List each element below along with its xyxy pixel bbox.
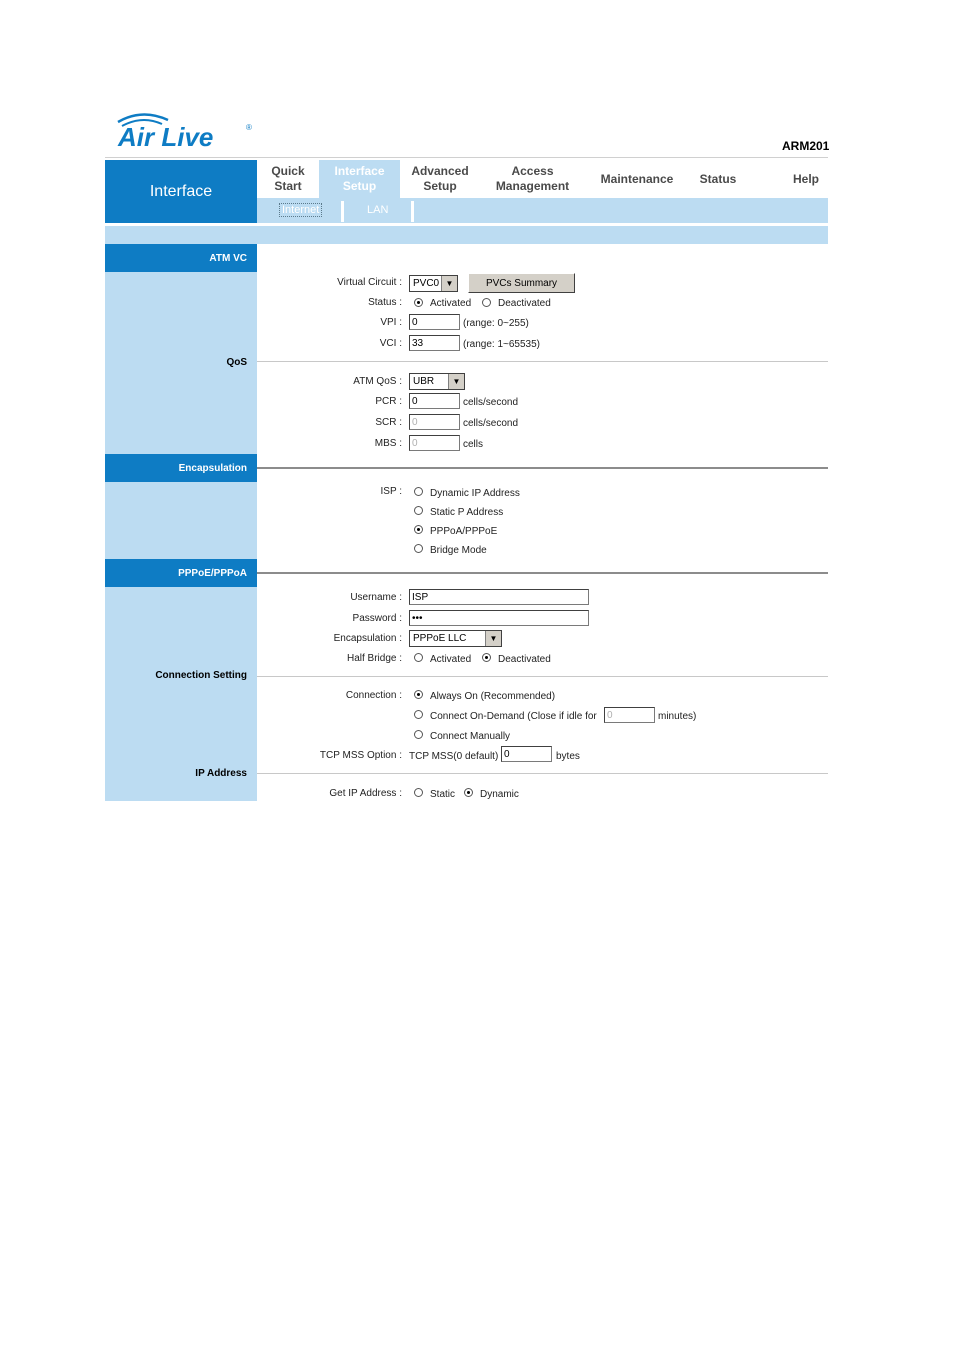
chevron-down-icon: ▼	[485, 631, 501, 646]
vpi-label: VPI :	[380, 317, 402, 328]
pvcs-summary-button[interactable]: PVCs Summary	[468, 273, 575, 293]
password-input[interactable]	[409, 610, 589, 626]
chevron-down-icon: ▼	[448, 374, 464, 389]
vpi-input[interactable]	[409, 314, 460, 330]
scr-input[interactable]	[409, 414, 460, 430]
section-pppoe: PPPoE/PPPoA	[105, 559, 257, 587]
isp-bridge-radio[interactable]	[414, 544, 423, 553]
always-on-label: Always On (Recommended)	[430, 691, 556, 702]
airlive-logo	[112, 108, 262, 152]
nav-quick-start[interactable]: Quick Start	[271, 164, 305, 193]
divider	[257, 773, 828, 774]
isp-static-radio[interactable]	[414, 506, 423, 515]
encapsulation-label: Encapsulation :	[333, 633, 402, 644]
status-deactivated-radio[interactable]	[482, 298, 491, 307]
tcp-mss-label: TCP MSS Option :	[319, 750, 402, 761]
pcr-input[interactable]	[409, 393, 460, 409]
on-demand-label: Connect On-Demand (Close if idle for	[430, 711, 597, 722]
subtab-lan[interactable]: LAN	[367, 204, 389, 216]
tcp-mss-text: TCP MSS(0 default)	[409, 751, 499, 762]
section-ip-address: IP Address	[195, 768, 247, 779]
divider	[257, 361, 828, 362]
on-demand-radio[interactable]	[414, 710, 423, 719]
virtual-circuit-label: Virtual Circuit :	[337, 277, 402, 288]
header-band	[105, 226, 828, 244]
nav-status[interactable]: Status	[699, 171, 737, 186]
half-bridge-activated-label: Activated	[430, 654, 472, 665]
nav-advanced-setup[interactable]: Advanced Setup	[411, 164, 469, 193]
scr-label: SCR :	[375, 417, 402, 428]
vci-range: (range: 1~65535)	[463, 339, 541, 350]
nav-interface-setup[interactable]: Interface Setup	[319, 160, 400, 198]
idle-minutes-input[interactable]	[604, 707, 655, 723]
pcr-unit: cells/second	[463, 397, 519, 408]
atm-qos-value: UBR	[413, 376, 435, 387]
vpi-range: (range: 0~255)	[463, 318, 529, 329]
logo-swoosh-icon	[112, 108, 262, 152]
mbs-input[interactable]	[409, 435, 460, 451]
ip-dynamic-radio[interactable]	[464, 788, 473, 797]
half-bridge-label: Half Bridge :	[346, 653, 402, 664]
section-title: Interface	[105, 160, 257, 223]
status-label: Status :	[368, 297, 402, 308]
isp-label: ISP :	[380, 486, 402, 497]
subtab-separator	[411, 201, 414, 222]
get-ip-label: Get IP Address :	[329, 788, 402, 799]
virtual-circuit-value: PVC0	[413, 278, 440, 289]
divider	[257, 467, 828, 469]
atm-qos-label: ATM QoS :	[353, 376, 402, 387]
ip-static-radio[interactable]	[414, 788, 423, 797]
pcr-label: PCR :	[375, 396, 402, 407]
nav-maintenance[interactable]: Maintenance	[600, 171, 674, 186]
model-name: ARM201	[782, 139, 830, 153]
divider	[257, 676, 828, 677]
username-input[interactable]	[409, 589, 589, 605]
vci-label: VCI :	[379, 338, 402, 349]
virtual-circuit-select[interactable]	[409, 275, 458, 292]
mbs-unit: cells	[463, 439, 484, 450]
connection-label: Connection :	[345, 690, 402, 701]
isp-pppoe-radio[interactable]	[414, 525, 423, 534]
on-demand-suffix: minutes)	[658, 711, 697, 722]
section-qos: QoS	[226, 357, 247, 368]
always-on-radio[interactable]	[414, 690, 423, 699]
vci-input[interactable]	[409, 335, 460, 351]
isp-bridge-label: Bridge Mode	[430, 545, 487, 556]
tcp-mss-input[interactable]	[501, 746, 552, 762]
isp-static-label: Static P Address	[430, 507, 504, 518]
manual-radio[interactable]	[414, 730, 423, 739]
username-label: Username :	[350, 592, 402, 603]
nav-help[interactable]: Help	[792, 171, 819, 186]
half-bridge-deactivated-label: Deactivated	[498, 654, 551, 665]
svg-text:®: ®	[246, 123, 252, 132]
subtab-internet[interactable]: Internet	[279, 203, 322, 217]
tcp-mss-unit: bytes	[556, 751, 580, 762]
manual-label: Connect Manually	[430, 731, 511, 742]
status-deactivated-label: Deactivated	[498, 298, 551, 309]
isp-pppoe-label: PPPoA/PPPoE	[430, 526, 498, 537]
divider	[257, 572, 828, 574]
chevron-down-icon: ▼	[441, 276, 457, 291]
section-encapsulation: Encapsulation	[105, 454, 257, 482]
nav-access-management[interactable]: Access Management	[495, 164, 570, 193]
scr-unit: cells/second	[463, 418, 519, 429]
ip-static-label: Static	[430, 789, 456, 800]
ip-dynamic-label: Dynamic	[480, 789, 519, 800]
header-divider	[105, 157, 828, 158]
status-activated-label: Activated	[430, 298, 472, 309]
left-column	[105, 244, 257, 801]
isp-dynamic-radio[interactable]	[414, 487, 423, 496]
encapsulation-value: PPPoE LLC	[413, 633, 467, 644]
atm-qos-select[interactable]	[409, 373, 465, 390]
section-connection-setting: Connection Setting	[155, 670, 247, 681]
section-atm-vc: ATM VC	[105, 244, 257, 272]
half-bridge-deactivated-radio[interactable]	[482, 653, 491, 662]
encapsulation-select[interactable]	[409, 630, 502, 647]
password-label: Password :	[352, 613, 402, 624]
mbs-label: MBS :	[374, 438, 402, 449]
subtab-separator	[341, 201, 344, 222]
half-bridge-activated-radio[interactable]	[414, 653, 423, 662]
status-activated-radio[interactable]	[414, 298, 423, 307]
logo-text: Air Live	[118, 122, 214, 152]
isp-dynamic-label: Dynamic IP Address	[430, 488, 520, 499]
